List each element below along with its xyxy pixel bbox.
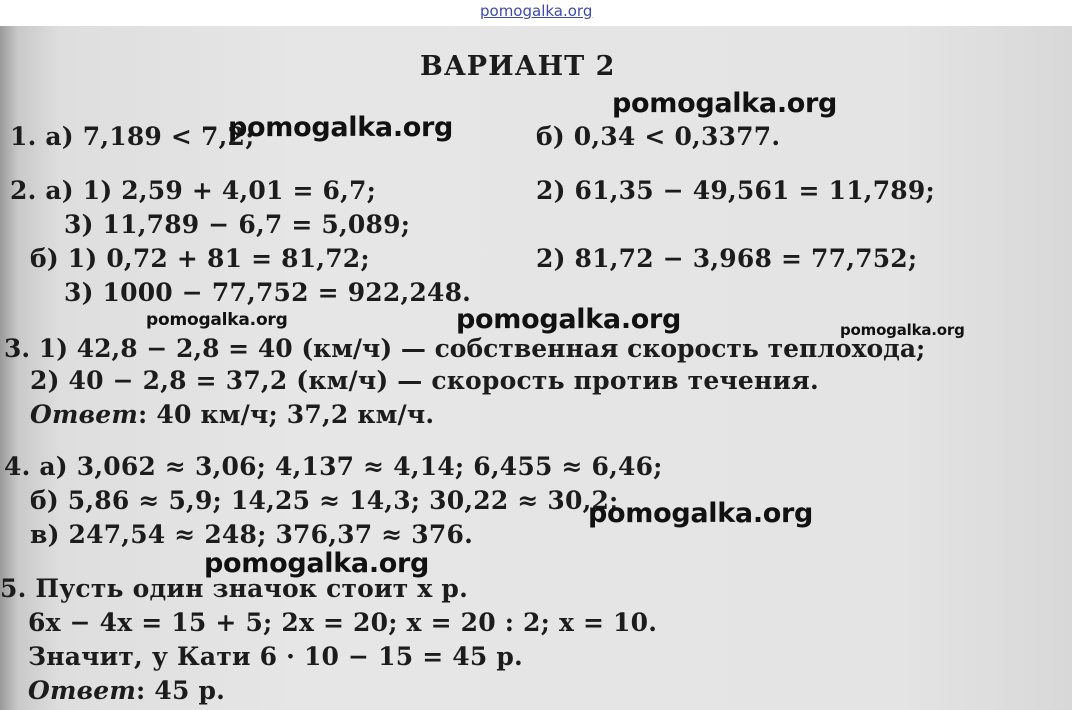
problem-4c: в) 247,54 ≈ 248; 376,37 ≈ 376. (30, 520, 473, 549)
watermark-top[interactable]: pomogalka.org (480, 2, 593, 20)
problem-2b-step2: 2) 81,72 − 3,968 = 77,752; (536, 244, 918, 273)
problem-5-equation: 6x − 4x = 15 + 5; 2x = 20; x = 20 : 2; x = 10. (28, 608, 658, 637)
problem-2b-step1: б) 1) 0,72 + 81 = 81,72; (30, 244, 370, 273)
problem-1a: 1. а) 7,189 < 7,2; (10, 122, 255, 151)
watermark: pomogalka.org (840, 321, 965, 339)
problem-5-intro: 5. Пусть один значок стоит x р. (0, 574, 468, 603)
problem-4a: 4. а) 3,062 ≈ 3,06; 4,137 ≈ 4,14; 6,455 ≈ 6,46; (4, 452, 663, 481)
answer-word: Ответ (30, 400, 139, 429)
problem-5-result: Значит, у Кати 6 · 10 − 15 = 45 р. (28, 642, 523, 671)
problem-2a-step2: 2) 61,35 − 49,561 = 11,789; (536, 176, 935, 205)
problem-3-step2: 2) 40 − 2,8 = 37,2 (км/ч) — скорость против течения. (30, 366, 819, 395)
answer-text: : 40 км/ч; 37,2 км/ч. (138, 400, 435, 429)
problem-3-step1: 3. 1) 42,8 − 2,8 = 40 (км/ч) — собственная скорость теплохода; (4, 334, 926, 363)
answer-text: : 45 р. (136, 676, 226, 705)
scanned-sheet (0, 26, 1072, 710)
problem-2a-step1: 2. а) 1) 2,59 + 4,01 = 6,7; (10, 176, 377, 205)
problem-2b-step3: 3) 1000 − 77,752 = 922,248. (64, 278, 472, 307)
watermark: pomogalka.org (204, 548, 430, 579)
problem-1b: б) 0,34 < 0,3377. (536, 122, 781, 151)
problem-2a-step3: 3) 11,789 − 6,7 = 5,089; (64, 210, 411, 239)
watermark: pomogalka.org (588, 498, 814, 529)
problem-5-answer (28, 676, 225, 706)
problem-4b: б) 5,86 ≈ 5,9; 14,25 ≈ 14,3; 30,22 ≈ 30,2; (30, 486, 619, 515)
variant-title: ВАРИАНТ 2 (420, 51, 616, 82)
watermark: pomogalka.org (146, 310, 288, 330)
watermark: pomogalka.org (228, 112, 454, 143)
answer-word: Ответ (28, 676, 137, 705)
watermark: pomogalka.org (456, 304, 682, 335)
watermark: pomogalka.org (612, 88, 838, 119)
problem-3-answer (30, 400, 434, 430)
